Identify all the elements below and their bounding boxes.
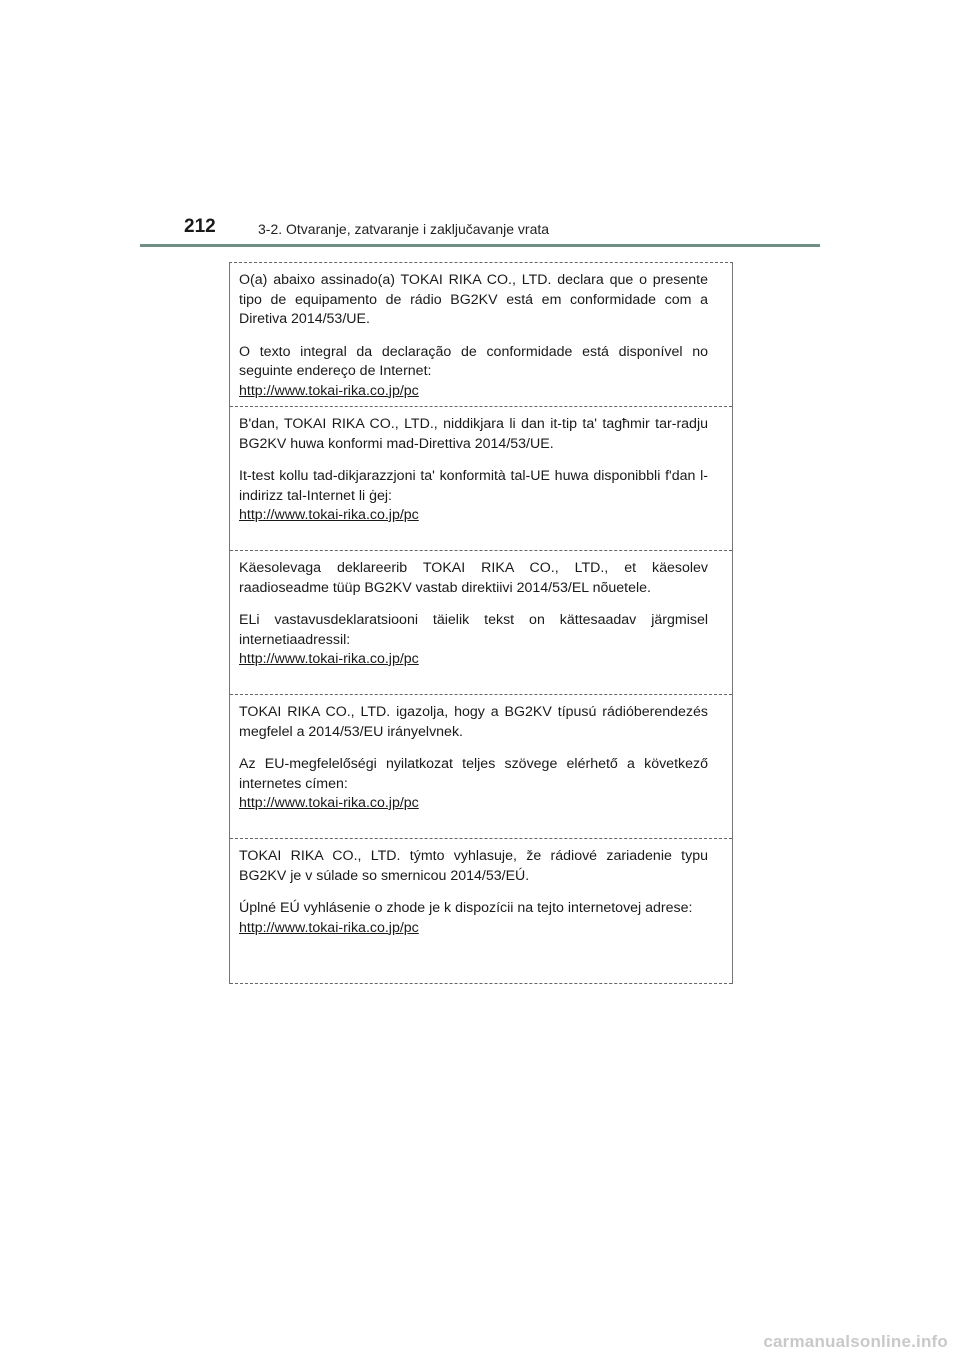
declaration-portuguese [230, 263, 732, 407]
declaration-statement: B'dan, TOKAI RIKA CO., LTD., niddikjara li dan it-tip ta' tagħmir tar-radju BG2KV huwa konformi mad-Direttiva 2014/53/UE. [239, 416, 708, 452]
declaration-availability: Úplné EÚ vyhlásenie o zhode je k dispozícii na tejto internetovej adrese: [239, 900, 693, 916]
header-rule [140, 244, 820, 247]
declaration-link[interactable]: http://www.tokai-rika.co.jp/pc [239, 382, 419, 399]
declaration-link[interactable]: http://www.tokai-rika.co.jp/pc [239, 919, 419, 936]
declaration-link[interactable]: http://www.tokai-rika.co.jp/pc [239, 651, 419, 667]
page-number: 212 [184, 216, 216, 237]
watermark-logo: carmanualsonline.info [763, 1332, 948, 1351]
declaration-estonian [230, 551, 732, 695]
declaration-slovak [230, 839, 732, 984]
declaration-statement: Käesolevaga deklareerib TOKAI RIKA CO., LTD., et käesolev raadioseadme tüüp BG2KV vastab direktiivi 2014/53/EL nõuetele. [239, 560, 708, 596]
declaration-availability: Az EU-megfelelőségi nyilatkozat teljes szövege elérhető a következő internetes címen: [239, 756, 708, 792]
declaration-statement: TOKAI RIKA CO., LTD. igazolja, hogy a BG2KV típusú rádióberendezés megfelel a 2014/53/EU irányelvnek. [239, 704, 708, 740]
declaration-availability: ELi vastavusdeklaratsiooni täielik tekst on kättesaadav järgmisel internetiaadressil: [239, 612, 708, 648]
section-title: 3-2. Otvaranje, zatvaranje i zaključavanje vrata [258, 221, 550, 237]
declaration-link[interactable]: http://www.tokai-rika.co.jp/pc [239, 507, 419, 523]
declaration-availability: It-test kollu tad-dikjarazzjoni ta' konformità tal-UE huwa disponibbli f'dan l-indirizz tal-Internet li ġej: [239, 468, 708, 504]
declaration-availability: O texto integral da declaração de conformidade está disponível no seguinte endereço de Internet: [239, 343, 708, 379]
declaration-maltese [230, 407, 732, 551]
declaration-box [229, 262, 733, 984]
declaration-statement: TOKAI RIKA CO., LTD. týmto vyhlasuje, že rádiové zariadenie typu BG2KV je v súlade so smernicou 2014/53/EÚ. [239, 848, 708, 884]
declaration-hungarian [230, 695, 732, 839]
declaration-statement: O(a) abaixo assinado(a) TOKAI RIKA CO., LTD. declara que o presente tipo de equipamento de rádio BG2KV está em conformidade com a Diretiva 2014/53/UE. [239, 272, 708, 327]
page-header [140, 216, 820, 246]
declaration-link[interactable]: http://www.tokai-rika.co.jp/pc [239, 795, 419, 811]
